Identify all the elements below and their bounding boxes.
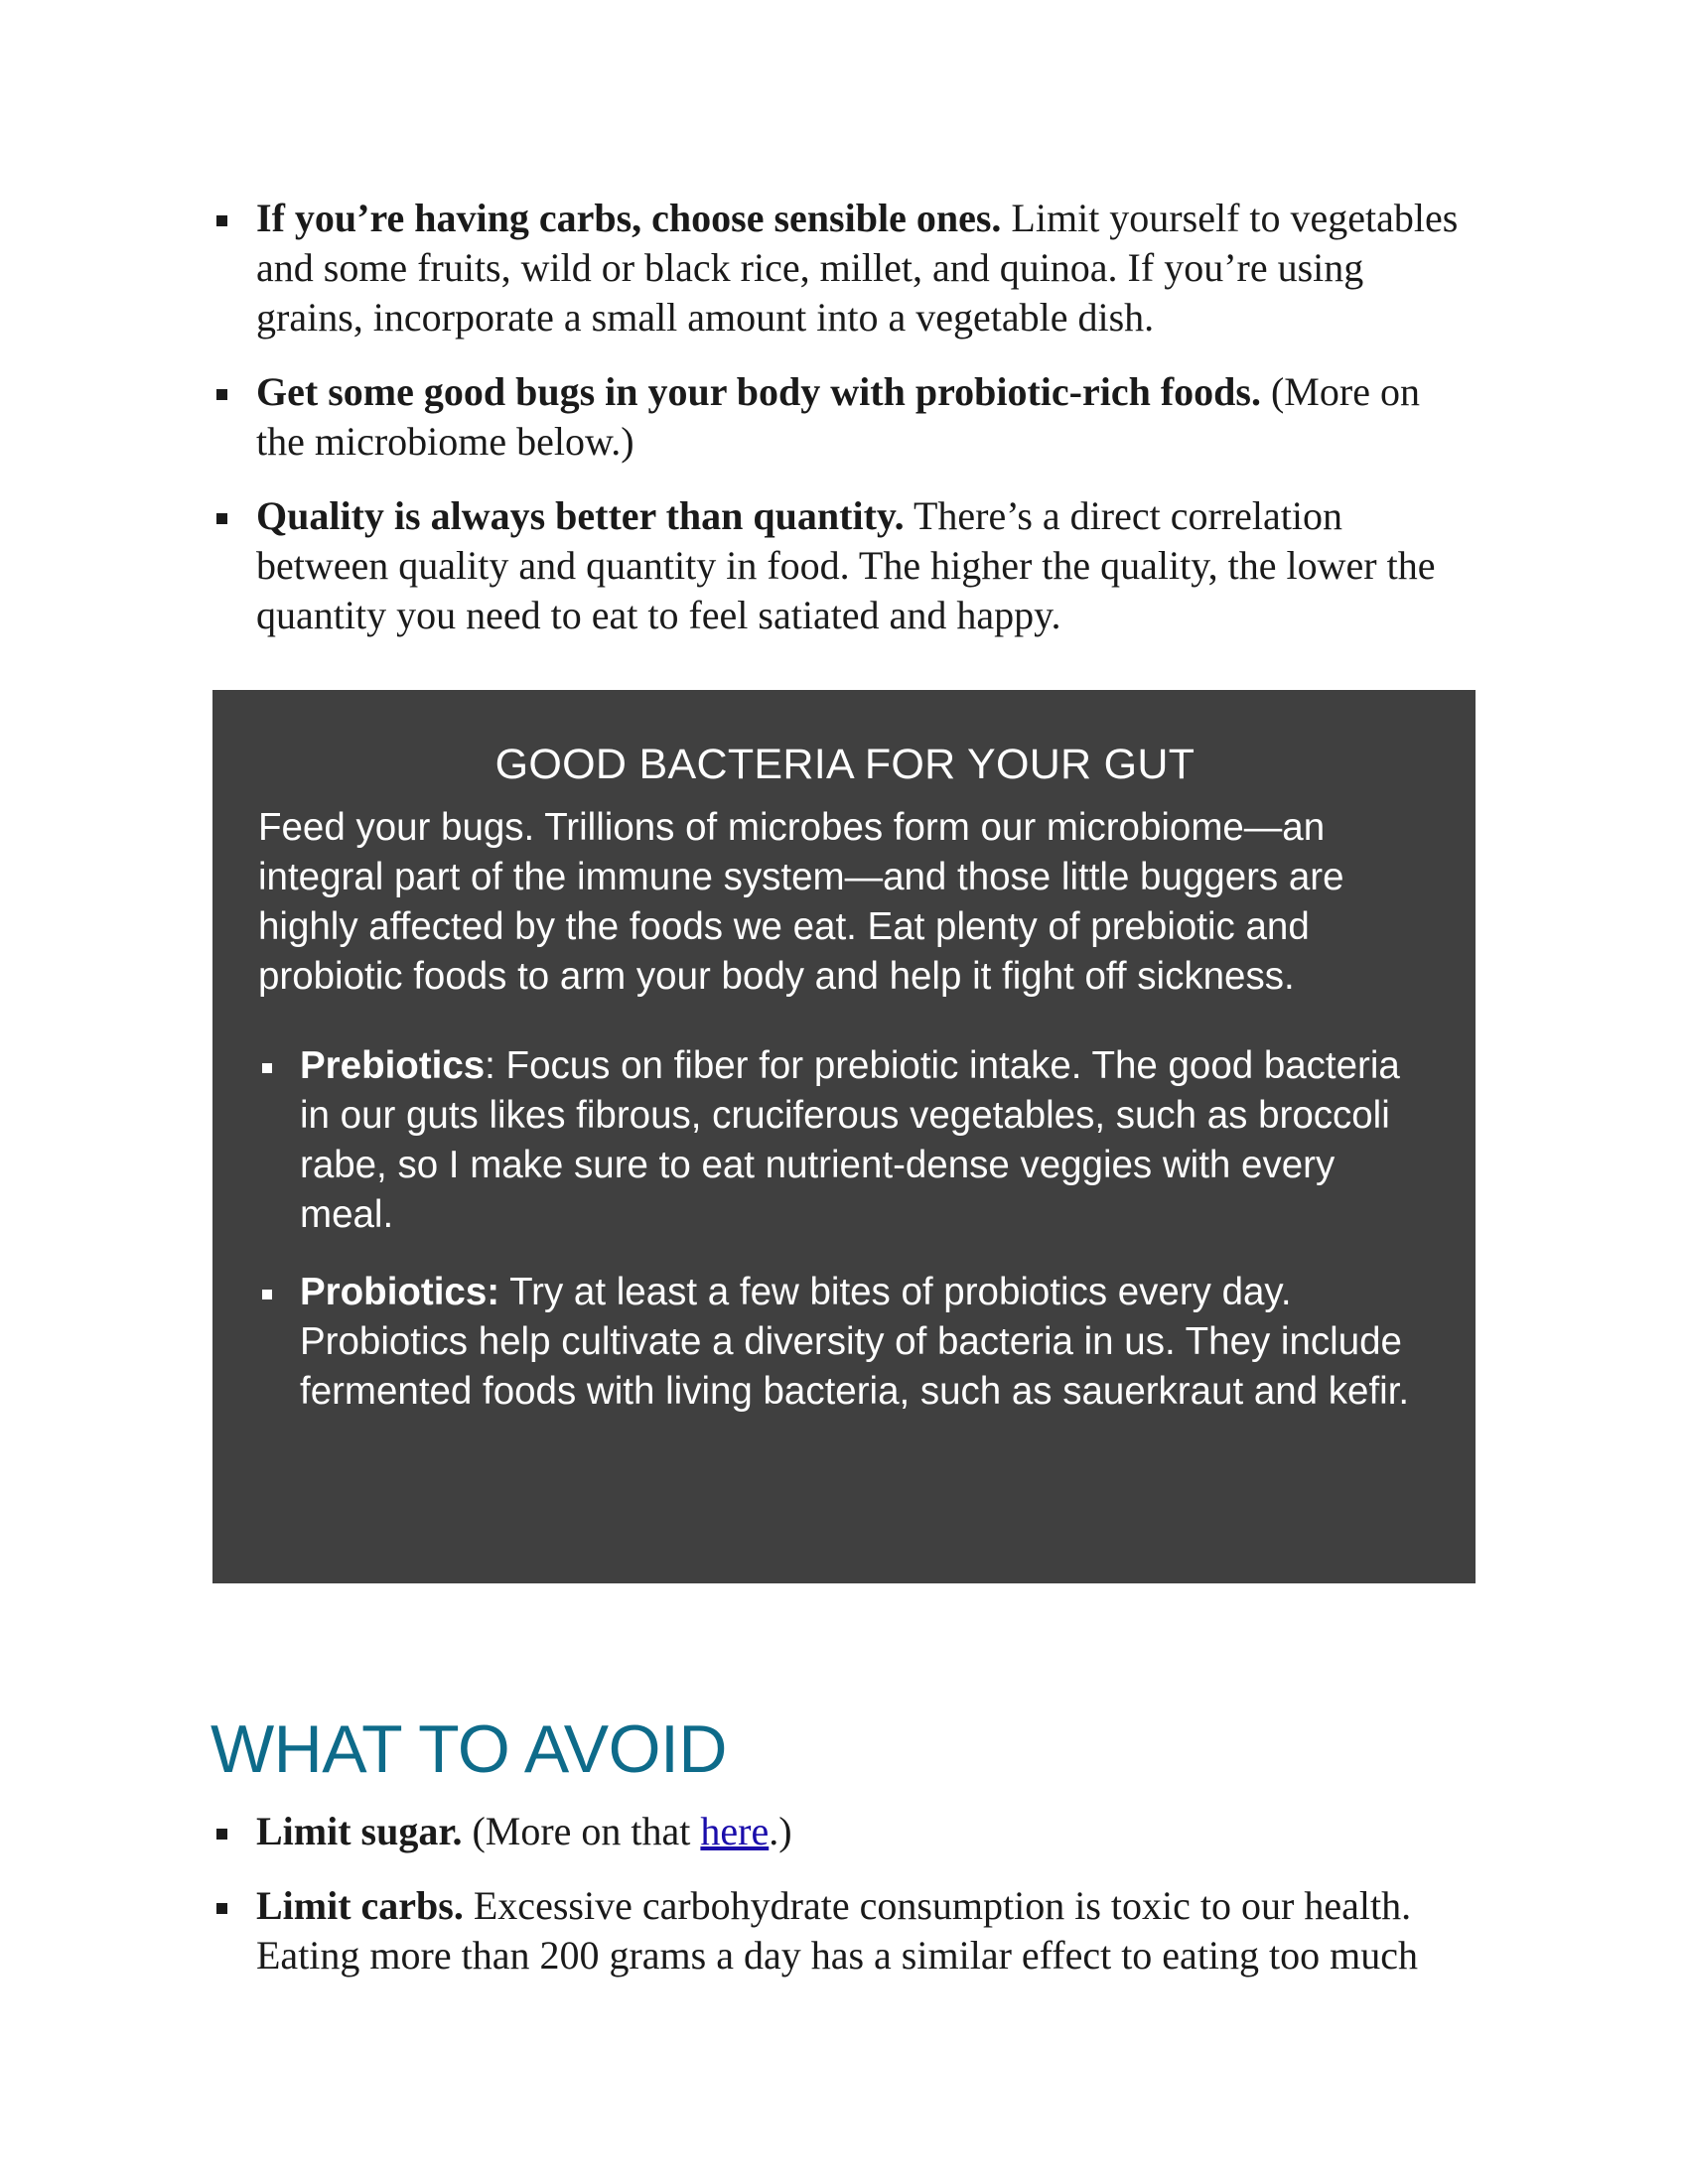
list-item xyxy=(212,367,1476,467)
item-text: Try at least a few bites of probiotics every day. Probiotics help cultivate a diversity of bacteria in us. They include fermented foods with living bacteria, such as sauerkraut and kefir. xyxy=(300,1271,1410,1413)
eat-section xyxy=(212,194,1476,665)
item-text: Excessive carbohydrate consumption is toxic to our health. Eating more than 200 grams a day has a similar effect to eating too much xyxy=(256,1883,1419,1978)
square-bullet-icon xyxy=(216,1903,227,1914)
callout-intro: Feed your bugs. Trillions of microbes form our microbiome—an integral part of the immune system—and those little buggers are highly affected by the foods we eat. Eat plenty of prebiotic and probiotic foods to arm your body and help it fight off sickness. xyxy=(258,806,1344,998)
item-lead: Get some good bugs in your body with probiotic-rich foods. xyxy=(256,369,1261,414)
section-heading: WHAT TO AVOID xyxy=(211,1711,727,1787)
item-lead: If you’re having carbs, choose sensible ones. xyxy=(256,196,1002,240)
item-text: : Focus on fiber for prebiotic intake. The good bacteria in our guts likes fibrous, cruciferous vegetables, such as broccoli rabe, so I make sure to eat nutrient-dense veggies with every meal. xyxy=(300,1044,1400,1236)
callout-title: GOOD BACTERIA FOR YOUR GUT xyxy=(494,741,1196,788)
item-text: (More on the microbiome below.) xyxy=(256,369,1420,464)
eat-list xyxy=(212,194,1476,640)
square-bullet-icon xyxy=(216,215,227,226)
list-item xyxy=(212,1881,1476,1980)
item-text: (More on that xyxy=(462,1809,701,1853)
list-item xyxy=(258,1041,1432,1240)
list-item xyxy=(212,491,1476,640)
square-bullet-icon xyxy=(216,1829,227,1840)
gut-bacteria-callout xyxy=(212,690,1476,1583)
list-item xyxy=(212,194,1476,342)
item-lead: Quality is always better than quantity. xyxy=(256,493,905,538)
item-text: .) xyxy=(769,1809,792,1853)
item-lead: Prebiotics xyxy=(300,1044,486,1087)
list-item xyxy=(212,1807,1476,1856)
list-item xyxy=(258,1268,1432,1417)
item-text: Limit yourself to vegetables and some fruits, wild or black rice, millet, and quinoa. If you’re using grains, incorporate a small amount into a vegetable dish. xyxy=(256,196,1459,340)
square-bullet-icon xyxy=(216,513,227,524)
square-bullet-icon xyxy=(262,1290,272,1299)
item-lead: Limit carbs. xyxy=(256,1883,464,1928)
avoid-section xyxy=(212,1807,1476,2005)
here-link[interactable]: here xyxy=(700,1809,770,1853)
item-lead: Probiotics: xyxy=(300,1271,500,1313)
square-bullet-icon xyxy=(262,1063,272,1073)
square-bullet-icon xyxy=(216,389,227,400)
avoid-list xyxy=(212,1807,1476,1980)
item-lead: Limit sugar. xyxy=(256,1809,463,1853)
callout-list xyxy=(258,1041,1432,1417)
item-text: There’s a direct correlation between quality and quantity in food. The higher the quality, the lower the quantity you need to eat to feel satiated and happy. xyxy=(256,493,1436,637)
